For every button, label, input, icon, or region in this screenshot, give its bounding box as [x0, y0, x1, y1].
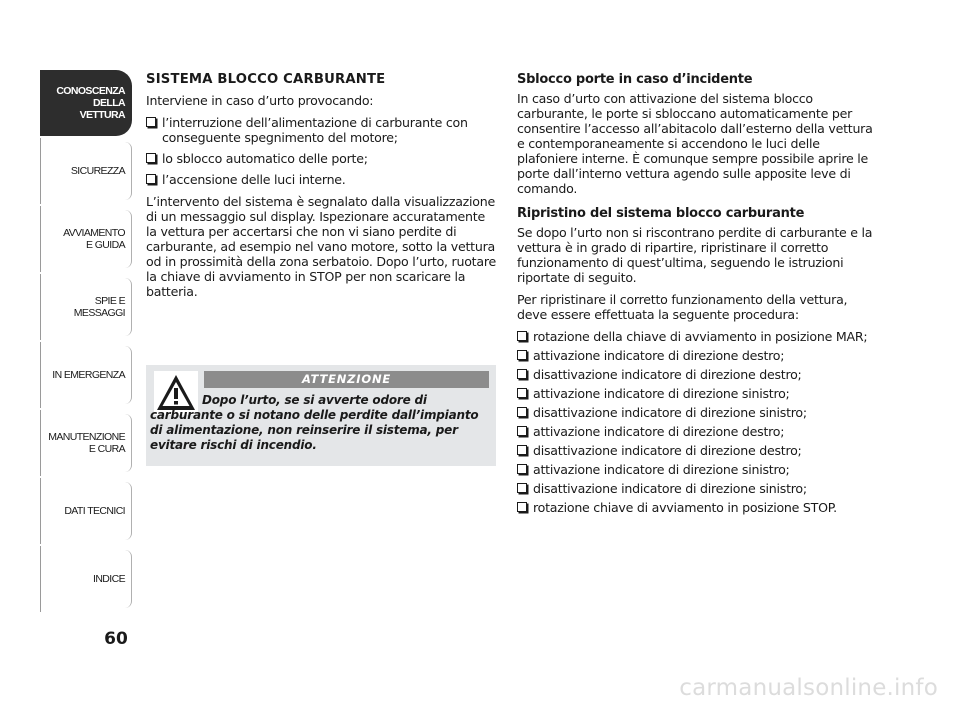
section-heading: SISTEMA BLOCCO CARBURANTE [146, 72, 386, 87]
list-item-text: rotazione della chiave di avviamento in posizione MAR; [533, 329, 868, 344]
list-item-text: disattivazione indicatore di direzione destro; [533, 367, 802, 382]
checkbox-bullet-icon [517, 483, 527, 493]
body-paragraph: Se dopo l’urto non si riscontrano perdite di carburante e la vettura è in grado di ripartire, ripristinare il corretto funzionamento di quest’ultima, seguendo le istruzioni riportate di seguito. [517, 225, 873, 285]
checkbox-bullet-icon [146, 153, 156, 163]
list-item [146, 115, 498, 145]
checkbox-bullet-icon [146, 174, 156, 184]
checkbox-bullet-icon [146, 117, 156, 127]
tab-label: SPIE E MESSAGGI [73, 294, 125, 319]
list-item [517, 329, 877, 344]
list-item [517, 462, 877, 477]
page-number: 60 [104, 629, 128, 649]
checkbox-bullet-icon [517, 350, 527, 360]
tab-indice[interactable] [40, 546, 132, 612]
tab-label: INDICE [93, 572, 125, 585]
tab-conoscenza-della-vettura[interactable] [40, 70, 132, 136]
list-item-text: attivazione indicatore di direzione destro; [533, 348, 785, 363]
list-item-text: l’interruzione dell’alimentazione di carburante con conseguente spegnimento del motore; [162, 115, 468, 145]
list-item-text: l’accensione delle luci interne. [162, 172, 346, 187]
list-item [517, 386, 877, 401]
list-item-text: disattivazione indicatore di direzione sinistro; [533, 405, 807, 420]
list-item-text: disattivazione indicatore di direzione sinistro; [533, 481, 807, 496]
procedure-steps-list [517, 329, 877, 515]
body-paragraph: L’intervento del sistema è segnalato dalla visualizzazione di un messaggio sul display. Ispezionare accuratamente la vettura per accertarsi che non vi siano perdite di carburante, ad esempio nel vano motore, sotto la vettura od in prossimità della zona serbatoio. Dopo l’urto, ruotare la chiave di avviamento in STOP per non scaricare la batteria. [146, 194, 496, 299]
checkbox-bullet-icon [517, 502, 527, 512]
chapter-tabs [40, 70, 132, 614]
checkbox-bullet-icon [517, 464, 527, 474]
tab-label: IN EMERGENZA [52, 368, 125, 381]
list-item [517, 443, 877, 458]
body-paragraph: Per ripristinare il corretto funzionamento della vettura, deve essere effettuata la seguente procedura: [517, 292, 848, 322]
list-item [517, 424, 877, 439]
right-column [517, 72, 877, 522]
checkbox-bullet-icon [517, 445, 527, 455]
list-item-text: attivazione indicatore di direzione sinistro; [533, 462, 790, 477]
tab-avviamento-e-guida[interactable] [40, 206, 132, 272]
tab-label: MANUTENZIONE E CURA [48, 430, 125, 455]
tab-dati-tecnici[interactable] [40, 478, 132, 544]
list-item [146, 151, 498, 166]
left-column [146, 72, 498, 306]
list-item [517, 405, 877, 420]
tab-spie-e-messaggi[interactable] [40, 274, 132, 340]
checkbox-bullet-icon [517, 426, 527, 436]
warning-text: Dopo l’urto, se si avverte odore di carburante o si notano delle perdite dall’impianto di alimentazione, non reinserire il sistema, per evitare rischi di incendio. [150, 393, 479, 452]
list-item-text: rotazione chiave di avviamento in posizione STOP. [533, 500, 837, 515]
effects-list [146, 115, 498, 187]
checkbox-bullet-icon [517, 331, 527, 341]
list-item [517, 500, 877, 515]
tab-label: DATI TECNICI [64, 504, 125, 517]
warning-box [146, 365, 496, 466]
warning-title: ATTENZIONE [204, 371, 489, 388]
list-item [146, 172, 498, 187]
tab-manutenzione-e-cura[interactable] [40, 410, 132, 476]
subsection-heading-ripristino: Ripristino del sistema blocco carburante [517, 206, 805, 221]
list-item-text: attivazione indicatore di direzione destro; [533, 424, 785, 439]
list-item-text: disattivazione indicatore di direzione destro; [533, 443, 802, 458]
tab-in-emergenza[interactable] [40, 342, 132, 408]
subsection-heading-sblocco: Sblocco porte in caso d’incidente [517, 72, 753, 87]
watermark: carmanualsonline.info [679, 675, 938, 701]
tab-label: AVVIAMENTO E GUIDA [63, 226, 125, 251]
tab-label: CONOSCENZA DELLA VETTURA [56, 84, 125, 122]
tab-sicurezza[interactable] [40, 138, 132, 204]
list-item-text: lo sblocco automatico delle porte; [162, 151, 368, 166]
list-item [517, 481, 877, 496]
tab-label: SICUREZZA [70, 164, 125, 177]
checkbox-bullet-icon [517, 388, 527, 398]
intro-text: Interviene in caso d’urto provocando: [146, 93, 374, 108]
body-paragraph: In caso d’urto con attivazione del sistema blocco carburante, le porte si sbloccano automaticamente per consentire l’accesso all’abitacolo dall’esterno della vettura e contemporaneamente si accendono le luci delle plafoniere interne. È comunque sempre possibile aprire le porte dall’interno vettura agendo sulle apposite leve di comando. [517, 91, 873, 196]
list-item [517, 367, 877, 382]
list-item [517, 348, 877, 363]
list-item-text: attivazione indicatore di direzione sinistro; [533, 386, 790, 401]
checkbox-bullet-icon [517, 369, 527, 379]
checkbox-bullet-icon [517, 407, 527, 417]
